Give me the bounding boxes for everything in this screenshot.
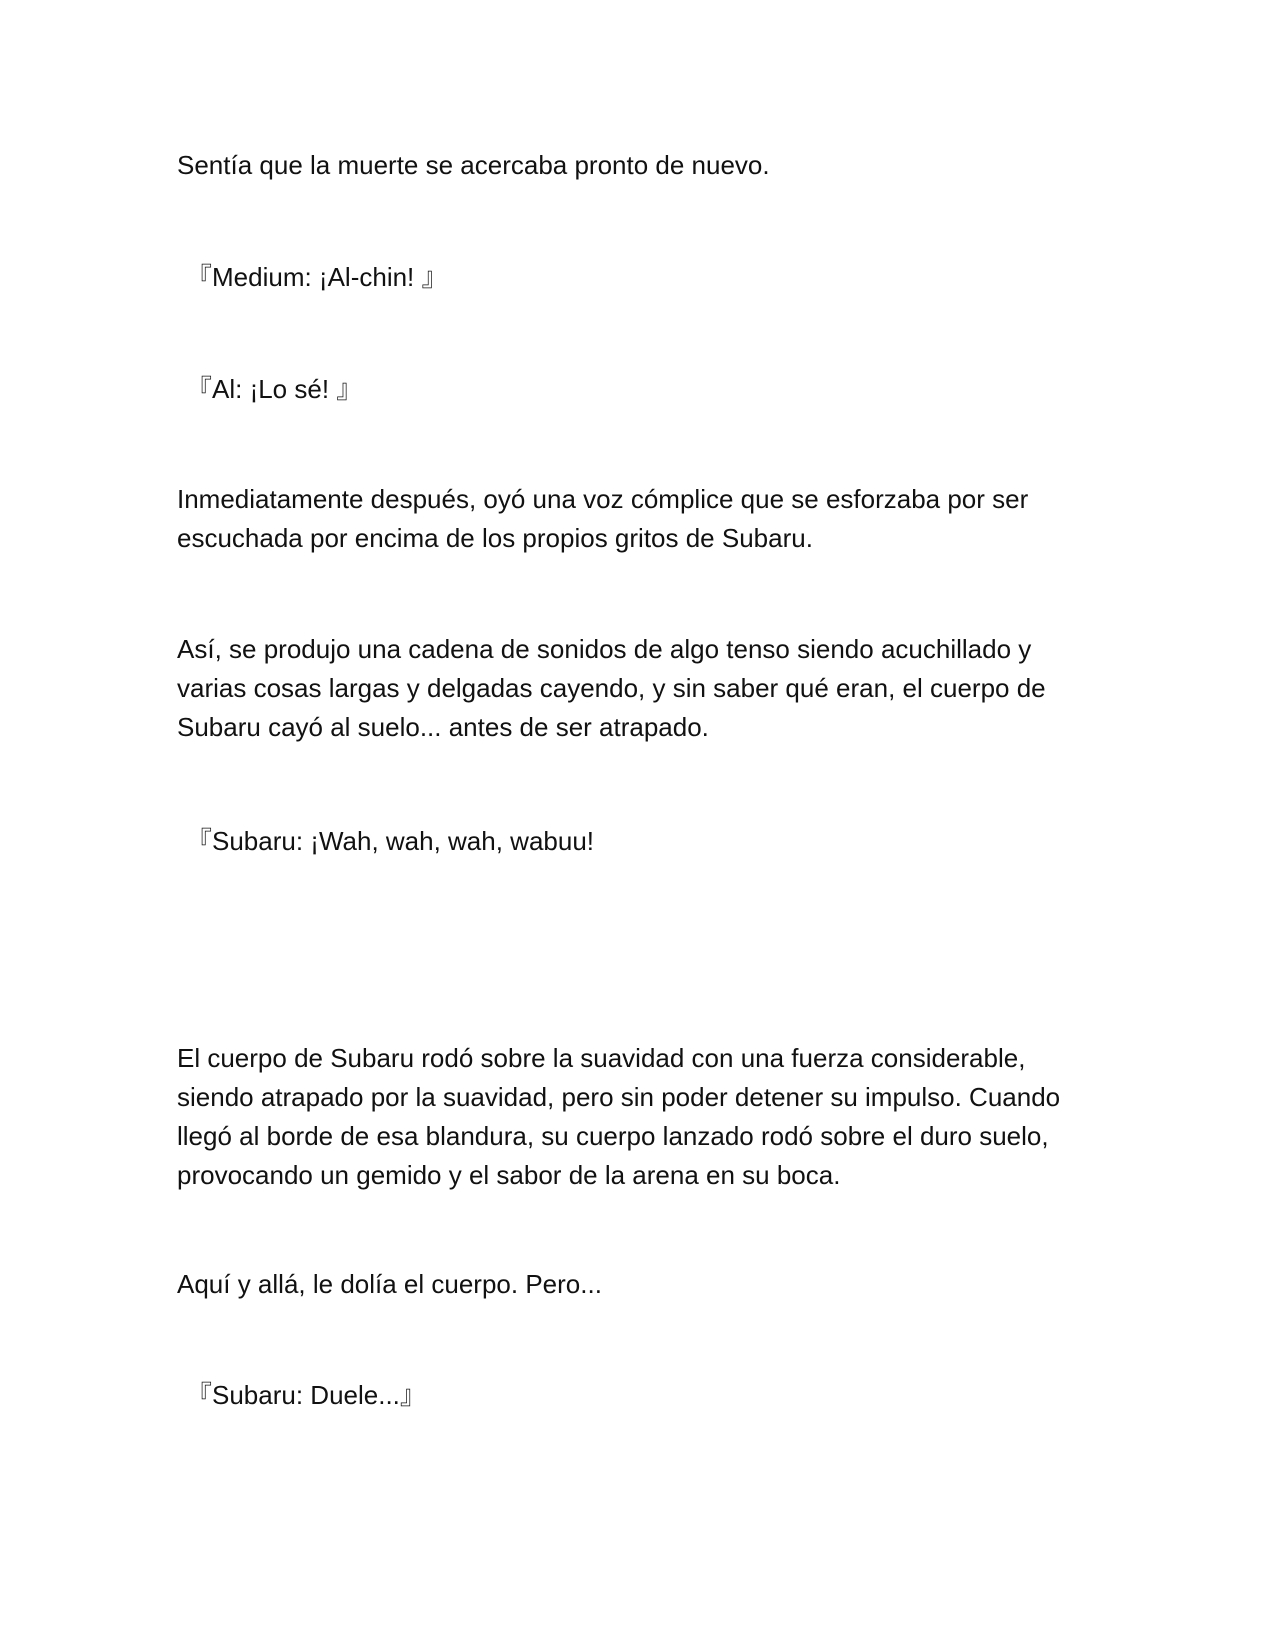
paragraph-1: Sentía que la muerte se acercaba pronto de nuevo.: [177, 150, 770, 180]
paragraph-2: Inmediatamente después, oyó una voz cómplice que se esforzaba por ser escuchada por encima de los propios gritos de Subaru.: [177, 484, 1029, 553]
dialogue-medium: 『Medium: ¡Al-chin! 』: [186, 262, 448, 292]
dialogue-subaru-2: 『Subaru: Duele...』: [186, 1380, 426, 1410]
paragraph-4: El cuerpo de Subaru rodó sobre la suavidad con una fuerza considerable, siendo atrapado por la suavidad, pero sin poder detener su impulso. Cuando llegó al borde de esa blandura, su cuerpo lanzado rodó sobre el duro suelo, provocando un gemido y el sabor de la arena en su boca.: [177, 1043, 1061, 1190]
dialogue-al: 『Al: ¡Lo sé! 』: [186, 374, 363, 404]
dialogue-subaru-1: 『Subaru: ¡Wah, wah, wah, wabuu!: [186, 826, 595, 856]
paragraph-5: Aquí y allá, le dolía el cuerpo. Pero...: [177, 1269, 602, 1299]
paragraph-3: Así, se produjo una cadena de sonidos de algo tenso siendo acuchillado y varias cosas largas y delgadas cayendo, y sin saber qué eran, el cuerpo de Subaru cayó al suelo... antes de ser atrapado.: [177, 634, 1046, 742]
